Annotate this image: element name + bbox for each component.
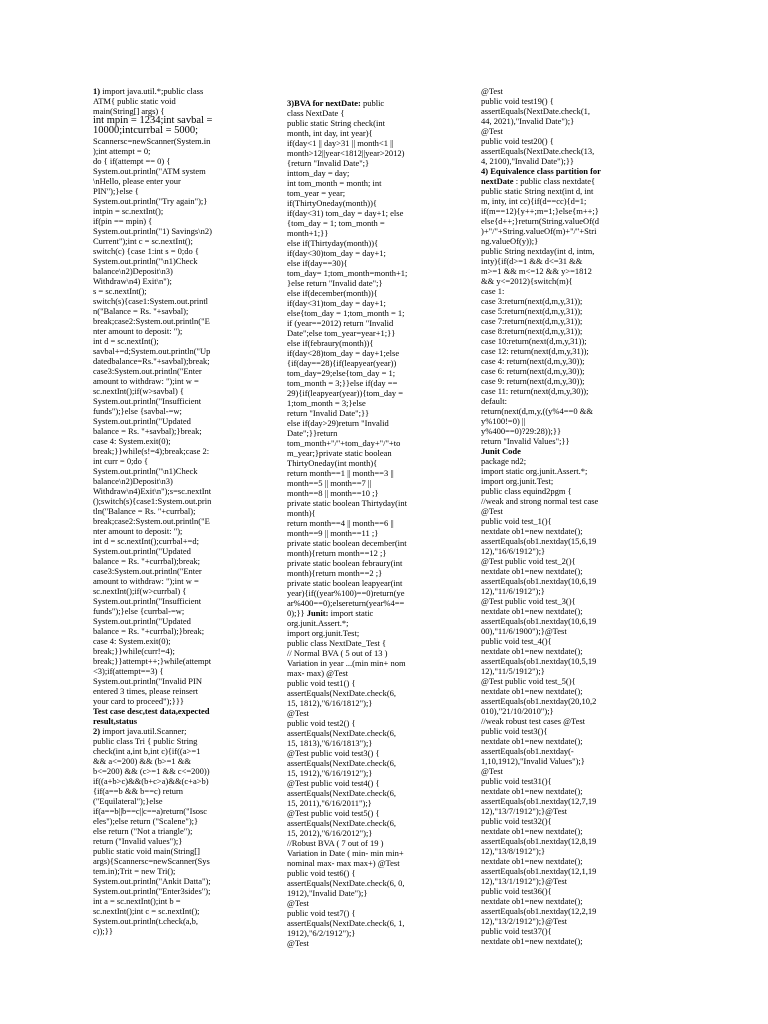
text-line: System.out.println("Enter3sides");	[93, 886, 211, 896]
text-line: assertEquals(ob1.nextday(10,6,19	[481, 616, 597, 626]
text-line: sc.nextInt();if(w>savbal) {	[93, 386, 185, 396]
text-line: nextdate ob1=new nextdate();	[481, 856, 583, 866]
text-line: nextdate ob1=new nextdate();	[481, 526, 583, 536]
text-line: public class equind2pgm {	[481, 486, 572, 496]
text-line: if(day<30)tom_day = day+1;	[287, 248, 386, 258]
text-line: 12),"13/2/1912");}@Test	[481, 916, 568, 926]
text-line: nextdate ob1=new nextdate();	[481, 606, 583, 616]
text-line: nextdate ob1=new nextdate();	[481, 736, 583, 746]
text-line: <3);if(attempt==3) {	[93, 666, 164, 676]
text-line: month+1;}}	[287, 228, 329, 238]
text-line: if(day<31)tom_day = day+1;	[287, 298, 386, 308]
text-line: case 7:return(next(d,m,y,31));	[481, 316, 583, 326]
text-line: {tom_day = 1; tom_month =	[287, 218, 385, 228]
text-line: case 5:return(next(d,m,y,31));	[481, 306, 583, 316]
text-line: case 6: return(next(d,m,y,30));	[481, 366, 585, 376]
text-line: else{tom_day = 1;tom_month = 1;	[287, 308, 405, 318]
text-line: assertEquals(NextDate.check(6, 1,	[287, 918, 405, 928]
text-line: System.out.println("Updated	[93, 546, 191, 556]
text-line: 3)BVA for nextDate: public	[287, 98, 385, 108]
text-line: //Robust BVA ( 7 out of 19 )	[287, 838, 384, 848]
text-line: else if(december(month)){	[287, 288, 378, 298]
text-line: 10000;intcurrbal = 5000;	[93, 126, 199, 136]
text-line: case 9: return(next(d,m,y,30));	[481, 376, 585, 386]
text-line: main(String[] args) {	[93, 106, 165, 116]
text-line: m, inty, int cc){if(d==cc){d=1;	[481, 196, 587, 206]
text-line: assertEquals(ob1.nextday(15,6,19	[481, 536, 597, 546]
text-line: switch(s){case1:System.out.printl	[93, 296, 209, 306]
text-line: check(int a,int b,int c){if((a>=1	[93, 746, 201, 756]
text-line: tln("Balance = Rs. "+currbal);	[93, 506, 196, 516]
text-line: amount to withdraw: ");int w =	[93, 376, 199, 386]
text-line: public class Tri { public String	[93, 736, 198, 746]
text-line: public void test1() {	[287, 678, 356, 688]
text-line: sc.nextInt();int c = sc.nextInt();	[93, 906, 200, 916]
text-line: max- max) @Test	[287, 668, 349, 678]
text-line: month==8 || month==10 ;}	[287, 488, 379, 498]
text-line: nextdate ob1=new nextdate();	[481, 566, 583, 576]
text-line: public void test_4(){	[481, 636, 552, 646]
text-line: nextdate ob1=new nextdate();	[481, 786, 583, 796]
text-line: 1,10,1912),"Invalid Values");}	[481, 756, 585, 766]
text-line: switch(c) {case 1:int s = 0;do {	[93, 246, 199, 256]
text-line: intpin = sc.nextInt();	[93, 206, 164, 216]
text-line: month){return month==12 ;}	[287, 548, 387, 558]
text-line: public void test19() {	[481, 96, 554, 106]
text-line: return(next(d,m,y,((y%4==0 &&	[481, 406, 593, 416]
text-line: sc.nextInt();if(w>currbal) {	[93, 586, 187, 596]
text-line: case 12: return(next(d,m,y,31));	[481, 346, 589, 356]
text-line: balance\n2)Deposit\n3)	[93, 476, 173, 486]
text-line: class NextDate {	[287, 108, 345, 118]
text-line: System.out.println("Updated	[93, 416, 191, 426]
text-line: assertEquals(NextDate.check(13,	[481, 146, 595, 156]
text-line: import org.junit.Test;	[481, 476, 554, 486]
text-line: {if(day==28){if(leapyear(year))	[287, 358, 397, 368]
text-line: 15, 2012),"6/16/2012");}	[287, 828, 373, 838]
text-line: assertEquals(ob1.nextday(12,7,19	[481, 796, 597, 806]
text-line: @Test	[481, 506, 503, 516]
text-line: nextdate ob1=new nextdate();	[481, 686, 583, 696]
text-line: Test case desc,test data,expected	[93, 706, 210, 716]
text-line: 1;tom_month = 3;}else	[287, 398, 366, 408]
text-line: //weak robust test cases @Test	[481, 716, 586, 726]
text-line: 00),"11/6/1900");}@Test	[481, 626, 567, 636]
text-line: assertEquals(ob1.nextday(12,8,19	[481, 836, 597, 846]
text-line: @Test	[481, 766, 503, 776]
text-line: else if(day>29)return "Invalid	[287, 418, 389, 428]
text-line: private static boolean Thirtyday(int	[287, 498, 407, 508]
text-line: inty){if(d>=1 && d<=31 &&	[481, 256, 583, 266]
text-line: ar%400==0);elsereturn(year%4==	[287, 598, 405, 608]
text-line: if(ThirtyOneday(month)){	[287, 198, 377, 208]
text-line: b<=200) && (c>=1 && c<=200))	[93, 766, 210, 776]
text-line: m_year;}private static boolean	[287, 448, 392, 458]
text-line: balance = Rs. "+currbal);break;	[93, 556, 200, 566]
text-line: case 3:return(next(d,m,y,31));	[481, 296, 583, 306]
text-line: case3:System.out.println("Enter	[93, 366, 202, 376]
text-line: args){Scannersc=newScanner(Sys	[93, 856, 210, 866]
text-line: System.out.println("Invalid PIN	[93, 676, 203, 686]
text-line: Date";else tom_year=year+1;}}	[287, 328, 396, 338]
text-line: return month==4 || month==6 ||	[287, 518, 394, 528]
text-line: //weak and strong normal test case	[481, 496, 599, 506]
text-line: int tom_month = month; int	[287, 178, 382, 188]
text-line: case 4: return(next(d,m,y,30));	[481, 356, 585, 366]
text-line: package nd2;	[481, 456, 527, 466]
text-line: else if(febraury(month)){	[287, 338, 374, 348]
text-line: break;}}while(s!=4);break;case 2:	[93, 446, 210, 456]
text-line: assertEquals(ob1.nextday(12,2,19	[481, 906, 597, 916]
text-line: month){return month==2 ;}	[287, 568, 383, 578]
text-line: 15, 2011),"6/16/2011");}	[287, 798, 372, 808]
text-line: 010),"21/10/2010");}	[481, 706, 554, 716]
text-line: else if(Thirtyday(month)){	[287, 238, 379, 248]
text-line: public String nextday(int d, intm,	[481, 246, 595, 256]
text-line: int mpin = 1234;int savbal =	[93, 116, 213, 126]
text-line: s = sc.nextInt();	[93, 286, 147, 296]
text-line: if(a==b||b==c||c==a)return("Isosc	[93, 806, 208, 816]
text-line: assertEquals(NextDate.check(6, 0,	[287, 878, 405, 888]
text-line: @Test	[287, 898, 309, 908]
text-line: PIN");}else {	[93, 186, 139, 196]
text-line: case3:System.out.println("Enter	[93, 566, 202, 576]
text-line: public static String next(int d, int	[481, 186, 594, 196]
text-line: tom_month+"/"+tom_day+"/"+to	[287, 438, 401, 448]
column-2	[287, 98, 441, 948]
text-line: datedbalance=Rs."+savbal);break;	[93, 356, 210, 366]
text-line: break;case2:System.out.println("E	[93, 516, 210, 526]
text-line: @Test public void test3() {	[287, 748, 380, 758]
text-line: ();switch(s){case1:System.out.prin	[93, 496, 212, 506]
text-line: return ("Invalid values");}	[93, 836, 183, 846]
text-line: ThirtyOneday(int month){	[287, 458, 378, 468]
text-line: entered 3 times, please reinsert	[93, 686, 199, 696]
text-line: public void test36(){	[481, 886, 552, 896]
text-line: assertEquals(NextDate.check(6,	[287, 788, 397, 798]
text-line: if(day<31) tom_day = day+1; else	[287, 208, 404, 218]
text-line: return "Invalid Values";}}	[481, 436, 570, 446]
text-line: && y<=2012){switch(m){	[481, 276, 573, 286]
text-line: public void test31(){	[481, 776, 552, 786]
text-line: @Test	[287, 708, 309, 718]
text-line: 15, 1912),"6/16/1912");}	[287, 768, 373, 778]
text-line: );int attempt = 0;	[93, 146, 151, 156]
text-line: assertEquals(NextDate.check(6,	[287, 728, 397, 738]
text-line: if(m==12){y++;m=1;}else{m++;}	[481, 206, 599, 216]
text-line: )+"/"+String.valueOf(m)+"/"+Stri	[481, 226, 597, 236]
text-line: @Test public void test_5(){	[481, 676, 576, 686]
text-line: @Test public void test_3(){	[481, 596, 576, 606]
column-1	[93, 86, 247, 936]
text-line: do { if(attempt == 0) {	[93, 156, 171, 166]
text-line: else return ("Not a triangle");	[93, 826, 193, 836]
text-line: int d = sc.nextInt();currbal+=d;	[93, 536, 199, 546]
text-line: {return "Invalid Date";}	[287, 158, 370, 168]
text-line: System.out.println("Try again");}	[93, 196, 208, 206]
text-line: nextdate ob1=new nextdate();	[481, 646, 583, 656]
text-line: Variation in Date ( min- min min+	[287, 848, 404, 858]
text-line: \nHello, please enter your	[93, 176, 181, 186]
text-line: nextDate : public class nextdate{	[481, 176, 596, 186]
text-line: nter amount to deposit: ");	[93, 326, 183, 336]
text-line: assertEquals(ob1.nextday(10,5,19	[481, 656, 597, 666]
text-line: System.out.println(t.check(a,b,	[93, 916, 199, 926]
text-line: funds");}else {currbal-=w;	[93, 606, 185, 616]
text-line: private static boolean febraury(int	[287, 558, 403, 568]
text-line: year){if((year%100)==0)return(ye	[287, 588, 405, 598]
text-line: System.out.println("\n1)Check	[93, 466, 198, 476]
text-line: case 10:return(next(d,m,y,31));	[481, 336, 587, 346]
text-line: Junit Code	[481, 446, 521, 456]
text-line: n("Balance = Rs. "+savbal);	[93, 306, 189, 316]
text-line: nextdate ob1=new nextdate();	[481, 936, 583, 946]
text-line: System.out.println("1) Savings\n2)	[93, 226, 212, 236]
text-line: 12),"13/8/1912");}	[481, 846, 546, 856]
text-line: month){	[287, 508, 316, 518]
text-line: 2) import java.util.Scanner;	[93, 726, 187, 736]
text-line: public static void main(String[]	[93, 846, 200, 856]
text-line: tom_day=29;else{tom_day = 1;	[287, 368, 396, 378]
text-line: int d = sc.nextInt();	[93, 336, 159, 346]
column-3	[481, 86, 635, 946]
text-line: assertEquals(NextDate.check(6,	[287, 818, 397, 828]
text-line: assertEquals(NextDate.check(6,	[287, 688, 397, 698]
text-line: Withdraw\n4)Exit\n");s=sc.nextInt	[93, 486, 212, 496]
text-line: return month==1 || month==3 ||	[287, 468, 394, 478]
text-line: savbal+=d;System.out.println("Up	[93, 346, 211, 356]
text-line: else if(day==30){	[287, 258, 348, 268]
text-line: @Test	[481, 86, 503, 96]
text-line: case 4: System.exit(0);	[93, 636, 171, 646]
text-line: break;case2:System.out.println("E	[93, 316, 210, 326]
text-line: else{d++;}return(String.valueOf(d	[481, 216, 600, 226]
text-line: import static org.junit.Assert.*;	[481, 466, 588, 476]
text-line: 12),"13/1/1912");}@Test	[481, 876, 568, 886]
text-line: Variation in year ...(min min+ nom	[287, 658, 406, 668]
text-line: if(pin == mpin) {	[93, 216, 153, 226]
text-line: assertEquals(NextDate.check(6,	[287, 758, 397, 768]
text-line: assertEquals(ob1.nextday(12,1,19	[481, 866, 597, 876]
text-line: System.out.println("Insufficient	[93, 396, 202, 406]
text-line: assertEquals(NextDate.check(1,	[481, 106, 591, 116]
text-line: System.out.println("Ankit Datta");	[93, 876, 211, 886]
text-line: result,status	[93, 716, 137, 726]
text-line: {if(a==b && b==c) return	[93, 786, 184, 796]
text-line: public void test6() {	[287, 868, 356, 878]
text-line: amount to withdraw: ");int w =	[93, 576, 199, 586]
text-line: org.junit.Assert.*;	[287, 618, 349, 628]
text-line: public void test_1(){	[481, 516, 552, 526]
text-line: @Test public void test_2(){	[481, 556, 576, 566]
text-line: Date";}}return	[287, 428, 338, 438]
text-line: if(day<1 || day>31 || month<1 ||	[287, 138, 394, 148]
text-line: month, int day, int year){	[287, 128, 373, 138]
text-line: 4, 2100),"Invalid Date");}}	[481, 156, 574, 166]
text-line: Withdraw\n4) Exit\n");	[93, 276, 172, 286]
text-line: break;}}while(curr!=4);	[93, 646, 175, 656]
text-line: y%100!=0) ||	[481, 416, 526, 426]
text-line: public void test3(){	[481, 726, 548, 736]
text-line: System.out.println("Insufficient	[93, 596, 202, 606]
text-line: tom_month = 3;}}else if(day ==	[287, 378, 398, 388]
text-line: funds");}else {savbal-=w;	[93, 406, 182, 416]
text-line: 44, 2021),"Invalid Date");}	[481, 116, 575, 126]
text-line: 0);}} Junit: import static	[287, 608, 374, 618]
text-line: month==5 || month==7 ||	[287, 478, 372, 488]
text-line: eles");else return ("Scalene");}	[93, 816, 199, 826]
text-line: Scannersc=newScanner(System.in	[93, 136, 211, 146]
text-line: tom_day= 1;tom_month=month+1;	[287, 268, 408, 278]
text-line: nominal max- max max+) @Test	[287, 858, 400, 868]
text-line: 29){if(leapyear(year)){tom_day =	[287, 388, 404, 398]
text-line: tem.in);Trit = new Tri();	[93, 866, 176, 876]
text-line: System.out.println("Updated	[93, 616, 191, 626]
text-line: 15, 1813),"6/16/1813");}	[287, 738, 373, 748]
text-line: System.out.println("ATM system	[93, 166, 206, 176]
text-line: case 4: System.exit(0);	[93, 436, 171, 446]
text-line: System.out.println("\n1)Check	[93, 256, 198, 266]
text-line: @Test	[481, 126, 503, 136]
text-line: @Test public void test4() {	[287, 778, 380, 788]
text-line: import org.junit.Test;	[287, 628, 360, 638]
text-line: && a<=200) && (b>=1 &&	[93, 756, 192, 766]
text-line: nextdate ob1=new nextdate();	[481, 896, 583, 906]
text-line: public void test2() {	[287, 718, 356, 728]
text-line: balance = Rs. "+savbal);}break;	[93, 426, 202, 436]
text-line: if (year==2012) return "Invalid	[287, 318, 394, 328]
text-line: private static boolean leapyear(int	[287, 578, 403, 588]
text-line: int curr = 0;do {	[93, 456, 149, 466]
text-line: tom_year = year;	[287, 188, 346, 198]
text-line: default:	[481, 396, 507, 406]
text-line: 12),"11/5/1912");}	[481, 666, 545, 676]
text-line: ATM{ public static void	[93, 96, 176, 106]
text-line: return "Invalid Date";}}	[287, 408, 370, 418]
text-line: public void test20() {	[481, 136, 554, 146]
text-line: 12),"11/6/1912");}	[481, 586, 545, 596]
text-line: 1912),"6/2/1912");}	[287, 928, 356, 938]
text-line: 1912),"Invalid Date");}	[287, 888, 368, 898]
text-line: // Normal BVA ( 5 out of 13 )	[287, 648, 388, 658]
text-line: ("Equilateral");}else	[93, 796, 163, 806]
text-line: }else return "Invalid date";}	[287, 278, 383, 288]
text-line: public void test32(){	[481, 816, 552, 826]
text-line: public class NextDate_Test {	[287, 638, 387, 648]
text-line: assertEquals(ob1.nextday(20,10,2	[481, 696, 597, 706]
text-line: if((a+b>c)&&(b+c>a)&&(c+a>b)	[93, 776, 209, 786]
text-line: int a = sc.nextInt();int b =	[93, 896, 181, 906]
text-line: assertEquals(ob1.nextday(10,6,19	[481, 576, 597, 586]
text-line: case 11: return(next(d,m,y,30));	[481, 386, 589, 396]
text-line: 12),"16/6/1912");}	[481, 546, 546, 556]
text-line: y%400==0)?29:28));}}	[481, 426, 562, 436]
text-line: if(day<28)tom_day = day+1;else	[287, 348, 400, 358]
text-line: 1) import java.util.*;public class	[93, 86, 204, 96]
text-line: 15, 1812),"6/16/1812");}	[287, 698, 373, 708]
text-line: public void test37(){	[481, 926, 552, 936]
text-line: 4) Equivalence class partition for	[481, 166, 601, 176]
text-line: balance\n2)Deposit\n3)	[93, 266, 173, 276]
text-line: 12),"13/7/1912");}@Test	[481, 806, 568, 816]
text-line: @Test public void test5() {	[287, 808, 380, 818]
text-line: case 8:return(next(d,m,y,31));	[481, 326, 583, 336]
text-line: inttom_day = day;	[287, 168, 350, 178]
text-line: m>=1 && m<=12 && y>=1812	[481, 266, 592, 276]
text-line: ng.valueOf(y));}	[481, 236, 539, 246]
text-line: @Test	[287, 938, 309, 948]
text-line: month==9 || month==11 ;}	[287, 528, 379, 538]
text-line: private static boolean december(int	[287, 538, 407, 548]
text-line: month>12||year<1812||year>2012)	[287, 148, 405, 158]
text-line: c));}}	[93, 926, 113, 936]
text-line: assertEquals(ob1.nextday(-	[481, 746, 574, 756]
text-line: case 1:	[481, 286, 505, 296]
text-line: public void test7() {	[287, 908, 356, 918]
text-line: nextdate ob1=new nextdate();	[481, 826, 583, 836]
text-line: nter amount to deposit: ");	[93, 526, 183, 536]
text-line: balance = Rs. "+currbal);}break;	[93, 626, 205, 636]
text-line: your card to proceed");}}}	[93, 696, 184, 706]
text-line: public static String check(int	[287, 118, 385, 128]
text-line: break;}}attempt++;}while(attempt	[93, 656, 212, 666]
text-line: Current");int c = sc.nextInt();	[93, 236, 193, 246]
